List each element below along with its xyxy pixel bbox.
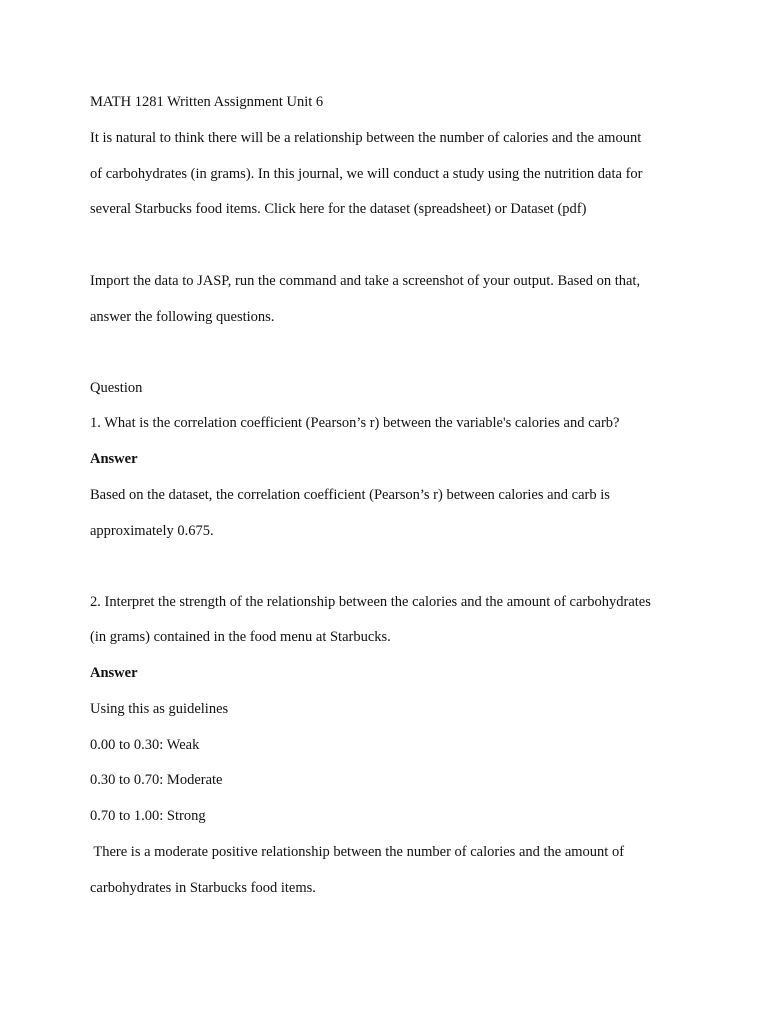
q2-guidelines-intro: Using this as guidelines bbox=[90, 701, 229, 717]
intro-line-3: several Starbucks food items. Click here for the dataset (spreadsheet) or Dataset (pdf) bbox=[90, 201, 587, 217]
q1-answer-line-2: approximately 0.675. bbox=[90, 523, 214, 539]
q1-question: 1. What is the correlation coefficient (Pearson’s r) between the variable's calories and carb? bbox=[90, 415, 620, 431]
q2-question-line-1: 2. Interpret the strength of the relationship between the calories and the amount of carbohydrates bbox=[90, 594, 651, 610]
guideline-moderate: 0.30 to 0.70: Moderate bbox=[90, 772, 223, 788]
intro-line-1: It is natural to think there will be a relationship between the number of calories and the amount bbox=[90, 130, 642, 146]
q1-answer-line-1: Based on the dataset, the correlation coefficient (Pearson’s r) between calories and carb is bbox=[90, 487, 610, 503]
document-title: MATH 1281 Written Assignment Unit 6 bbox=[90, 94, 324, 110]
instructions-line-1: Import the data to JASP, run the command and take a screenshot of your output. Based on that, bbox=[90, 273, 641, 289]
q2-answer-label: Answer bbox=[90, 665, 138, 681]
guideline-strong: 0.70 to 1.00: Strong bbox=[90, 808, 206, 824]
intro-line-2: of carbohydrates (in grams). In this journal, we will conduct a study using the nutrition data for bbox=[90, 166, 643, 182]
guideline-weak: 0.00 to 0.30: Weak bbox=[90, 737, 200, 753]
q2-conclusion-line-1: There is a moderate positive relationship between the number of calories and the amount of bbox=[90, 844, 625, 860]
question-heading: Question bbox=[90, 380, 143, 396]
q1-answer-label: Answer bbox=[90, 451, 138, 467]
q2-conclusion-line-2: carbohydrates in Starbucks food items. bbox=[90, 880, 316, 896]
instructions-line-2: answer the following questions. bbox=[90, 309, 275, 325]
q2-question-line-2: (in grams) contained in the food menu at Starbucks. bbox=[90, 629, 391, 645]
